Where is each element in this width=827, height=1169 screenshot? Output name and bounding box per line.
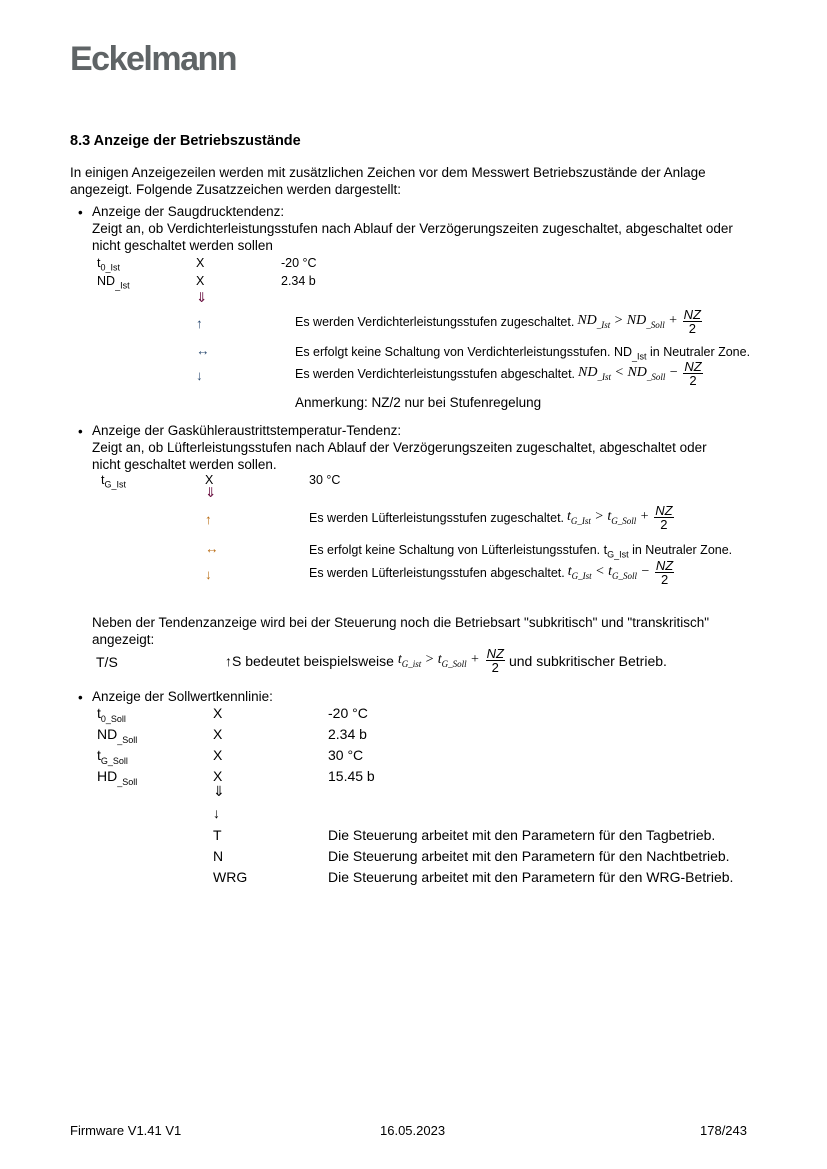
text-part: > xyxy=(594,509,604,525)
text-part: ND xyxy=(626,313,647,329)
text-part: NZ xyxy=(486,646,504,661)
text-part: NZ xyxy=(655,503,673,518)
value: 30 °C xyxy=(309,473,341,487)
variable-label xyxy=(97,256,120,273)
text-part: _Ist xyxy=(597,371,611,382)
double-down-arrow-icon: ⇓ xyxy=(205,485,217,500)
down-arrow-icon: ↓ xyxy=(205,567,212,582)
text-part: < xyxy=(595,564,605,580)
text-part xyxy=(655,559,674,586)
text-part: ND xyxy=(577,313,597,329)
bullet: • xyxy=(78,205,83,220)
text-part: t xyxy=(97,705,101,721)
text-part: G_Ist xyxy=(570,515,591,526)
text-part: HD xyxy=(97,768,118,784)
text-part: in Neutraler Zone. xyxy=(628,543,733,557)
text-part: Es werden Verdichterleistungsstufen abgeschaltet. xyxy=(295,366,576,381)
text-part: _Soll xyxy=(117,776,138,787)
text-part: 2 xyxy=(491,660,499,675)
text-part: − xyxy=(668,365,679,381)
mode-code: N xyxy=(213,848,224,864)
text-part: > xyxy=(424,652,435,668)
text-part xyxy=(568,564,650,581)
s2-title: Anzeige der Gaskühleraustrittstemperatur-Tendenz: xyxy=(92,423,402,438)
text-part: 0_Soll xyxy=(100,713,126,724)
text-part xyxy=(577,313,677,330)
text-part: _Soll xyxy=(117,734,138,745)
text-part xyxy=(654,504,673,531)
text-part: G_Ist xyxy=(607,549,629,560)
value: 2.34 b xyxy=(281,274,316,288)
mode-code: WRG xyxy=(213,869,248,885)
text-part: _Soll xyxy=(646,319,665,330)
mode-description: Die Steuerung arbeitet mit den Parametern für den Tagbetrieb. xyxy=(328,827,716,843)
text-part: t xyxy=(101,473,105,487)
ts-post: und subkritischer Betrieb. xyxy=(508,652,667,669)
text-part: G_Ist xyxy=(104,479,126,490)
bullet: • xyxy=(78,690,83,705)
text-part xyxy=(683,308,702,335)
placeholder-x: X xyxy=(213,747,223,763)
text-part: t xyxy=(97,256,101,270)
eckelmann-logo: Eckelmann xyxy=(70,40,237,78)
text-part: Es werden Verdichterleistungsstufen zugeschaltet. xyxy=(295,314,575,329)
text-part: ND xyxy=(627,365,647,381)
value: 30 °C xyxy=(328,747,364,763)
text-part: < xyxy=(614,365,624,381)
value: 15.45 b xyxy=(328,768,375,784)
variable-label xyxy=(97,705,126,724)
text-part: 2 xyxy=(660,572,669,587)
text-part: ND xyxy=(97,726,118,742)
text-part: t xyxy=(567,564,572,580)
double-down-arrow-icon: ⇓ xyxy=(196,290,208,305)
text-part: t xyxy=(607,509,612,525)
text-part: t xyxy=(97,747,101,763)
text-part: G_Ist xyxy=(571,570,592,581)
text-part: ND xyxy=(97,274,116,288)
left-right-arrow-icon: ↔ xyxy=(196,343,210,358)
s3-title: Anzeige der Sollwertkennlinie: xyxy=(92,689,273,704)
s1-title: Anzeige der Saugdrucktendenz: xyxy=(92,204,285,219)
text-part: Es erfolgt keine Schaltung von Verdichterleistungsstufen. ND xyxy=(295,345,632,359)
s2-extra-2: angezeigt: xyxy=(92,632,155,647)
text-part: in Neutraler Zone. xyxy=(646,345,751,359)
text-part: 2 xyxy=(688,321,696,336)
placeholder-x: X xyxy=(213,768,223,784)
text-part: _Ist xyxy=(115,280,130,291)
text-part: _Soll xyxy=(646,371,666,382)
text-part: − xyxy=(640,564,650,580)
text-part: > xyxy=(613,313,624,329)
left-right-arrow-icon: ↔ xyxy=(205,541,219,556)
value: -20 °C xyxy=(328,705,368,721)
value: -20 °C xyxy=(281,256,317,270)
down-arrow-icon: ↓ xyxy=(196,368,203,383)
s2-desc-1: Zeigt an, ob Lüfterleistungsstufen nach Ablauf der Verzögerungszeiten zugeschaltet, abgeschaltet oder xyxy=(92,440,707,455)
footer-date: 16.05.2023 xyxy=(380,1123,446,1138)
text-part xyxy=(578,365,678,382)
s1-desc-1: Zeigt an, ob Verdichterleistungsstufen nach Ablauf der Verzögerungszeiten zugeschaltet, abgeschaltet oder xyxy=(92,221,733,236)
variable-label xyxy=(97,747,128,766)
condition-text xyxy=(295,360,703,387)
note-text: Anmerkung: NZ/2 nur bei Stufenregelung xyxy=(295,395,542,410)
text-part xyxy=(567,509,649,526)
variable-label xyxy=(97,768,137,787)
text-part: ND xyxy=(578,365,598,381)
text-part: t xyxy=(567,509,571,525)
text-part: _Ist xyxy=(596,319,611,330)
variable-label xyxy=(101,473,126,490)
text-part: + xyxy=(668,313,678,329)
double-down-arrow-icon: ⇓ xyxy=(213,783,225,799)
variable-label xyxy=(97,726,137,745)
text-part: G_Soll xyxy=(611,570,637,581)
intro-line-1: In einigen Anzeigezeilen werden mit zusätzlichen Zeichen vor dem Messwert Betriebszustände der Anlage xyxy=(70,165,706,180)
section-heading: 8.3 Anzeige der Betriebszustände xyxy=(70,133,301,149)
text-part: NZ xyxy=(683,307,701,322)
text-part: NZ xyxy=(684,359,702,374)
placeholder-x: X xyxy=(213,726,223,742)
mode-description: Die Steuerung arbeitet mit den Parametern für den WRG-Betrieb. xyxy=(328,869,734,885)
up-arrow-icon: ↑ xyxy=(196,316,203,331)
text-part xyxy=(683,360,702,387)
s2-desc-2: nicht geschaltet werden sollen. xyxy=(92,457,277,472)
text-part: 2 xyxy=(689,373,697,388)
intro-line-2: angezeigt. Folgende Zusatzzeichen werden dargestellt: xyxy=(70,182,401,197)
text-part: Es werden Lüfterleistungsstufen zugeschaltet. xyxy=(309,510,565,525)
down-arrow-icon: ↓ xyxy=(213,805,220,821)
text-part: G_ist xyxy=(401,658,422,669)
text-part: G_Soll xyxy=(441,658,467,669)
placeholder-x: X xyxy=(196,256,205,270)
up-arrow-icon: ↑ xyxy=(205,512,212,527)
footer-firmware: Firmware V1.41 V1 xyxy=(70,1123,182,1138)
mode-description: Die Steuerung arbeitet mit den Parametern für den Nachtbetrieb. xyxy=(328,848,730,864)
text-part: G_Soll xyxy=(611,515,637,526)
text-part: t xyxy=(608,564,612,580)
placeholder-x: X xyxy=(213,705,223,721)
text-part: 2 xyxy=(660,517,668,532)
condition-text xyxy=(309,559,674,586)
text-part: _Ist xyxy=(632,351,647,362)
s1-desc-2: nicht geschaltet werden sollen xyxy=(92,238,273,253)
s2-extra-1: Neben der Tendenzanzeige wird bei der Steuerung noch die Betriebsart "subkritisch" und "transkritisch" xyxy=(92,615,710,630)
text-part: 0_Ist xyxy=(100,262,120,273)
value: 2.34 b xyxy=(328,726,367,742)
variable-label xyxy=(97,274,130,291)
ts-label: T/S xyxy=(96,654,118,670)
text-part: Es werden Lüfterleistungsstufen abgeschaltet. xyxy=(309,565,565,580)
text-part: t xyxy=(397,652,402,668)
ts-explanation xyxy=(225,647,667,674)
ts-fraction xyxy=(486,647,505,674)
ts-formula xyxy=(398,652,480,669)
placeholder-x: X xyxy=(205,473,214,487)
footer-page-number: 178/243 xyxy=(700,1123,747,1138)
ts-pre: ↑S bedeutet beispielsweise xyxy=(225,652,394,669)
text-part: G_Soll xyxy=(100,755,128,766)
text-part: NZ xyxy=(655,558,674,573)
bullet: • xyxy=(78,424,83,439)
text-part: t xyxy=(437,652,442,668)
text-part: + xyxy=(639,509,650,525)
placeholder-x: X xyxy=(196,274,205,288)
condition-text xyxy=(309,504,674,531)
text-part: + xyxy=(470,652,480,668)
text-part: Es erfolgt keine Schaltung von Lüfterleistungsstufen. t xyxy=(309,543,608,557)
mode-code: T xyxy=(213,827,222,843)
condition-text xyxy=(295,308,702,335)
